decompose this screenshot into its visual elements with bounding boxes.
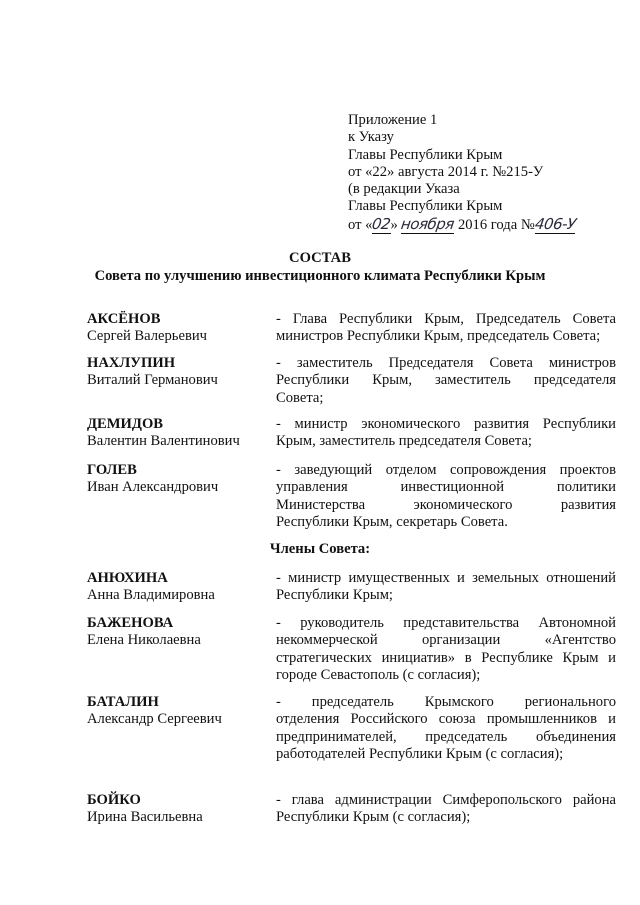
person-last-name: ДЕМИДОВ [87, 416, 164, 432]
role-line: - председатель Крымского регионального [276, 694, 616, 710]
role-line: управления инвестиционной политики [276, 479, 616, 496]
person-first-name: Сергей Валерьевич [87, 328, 207, 345]
person-role [276, 355, 616, 407]
annex-line: к Указу [348, 129, 394, 146]
person-name [87, 694, 272, 729]
role-line: городе Севастополь (с согласия); [276, 666, 481, 683]
document-title: СОСТАВ [289, 250, 351, 266]
role-line: Республики Крым, заместитель председателя [276, 372, 616, 389]
role-line: Крым, заместитель председателя Совета; [276, 433, 532, 450]
role-line: - министр имущественных и земельных отношений [276, 570, 616, 586]
role-line: министров Республики Крым, председатель Совета; [276, 328, 601, 345]
person-name [87, 355, 272, 390]
person-role [276, 570, 616, 605]
person-name [87, 792, 272, 827]
person-last-name: БАЖЕНОВА [87, 615, 174, 631]
person-first-name: Иван Александрович [87, 479, 219, 496]
person-last-name: НАХЛУПИН [87, 355, 176, 371]
role-line: - министр экономического развития Республики [276, 416, 616, 432]
handwritten-number: 406-У [533, 214, 577, 233]
annex-year: 2016 года № [454, 216, 535, 233]
annex-revision-line [348, 216, 628, 234]
role-line: Республики Крым, секретарь Совета. [276, 513, 508, 530]
role-line: - Глава Республики Крым, Председатель Совета [276, 311, 616, 327]
person-last-name: АНЮХИНА [87, 570, 168, 586]
person-first-name: Анна Владимировна [87, 587, 215, 604]
members-heading: Члены Совета: [269, 541, 371, 557]
role-line: - руководитель представительства Автономной [276, 615, 616, 631]
annex-line: (в редакции Указа [348, 181, 460, 198]
handwritten-month: ноября [400, 214, 456, 233]
person-last-name: ГОЛЕВ [87, 462, 137, 478]
handwritten-day: 02 [371, 214, 392, 233]
annex-block [348, 112, 628, 234]
role-line: - глава администрации Симферопольского района [276, 792, 616, 808]
person-name [87, 570, 272, 605]
role-line: работодателей Республики Крым (с согласия); [276, 745, 564, 762]
person-first-name: Валентин Валентинович [87, 433, 240, 450]
person-role [276, 416, 616, 451]
person-first-name: Елена Николаевна [87, 632, 201, 649]
person-role [276, 615, 616, 684]
person-first-name: Александр Сергеевич [87, 711, 222, 728]
role-line: Республики Крым (с согласия); [276, 809, 471, 826]
person-last-name: АКСЁНОВ [87, 311, 161, 327]
annex-line: от «22» августа 2014 г. №215-У [348, 163, 544, 180]
role-line: предпринимателей, председатель объединения [276, 728, 616, 745]
person-name [87, 416, 272, 451]
person-role [276, 311, 616, 346]
person-name [87, 311, 272, 346]
person-role [276, 792, 616, 827]
person-role [276, 462, 616, 531]
role-line: Совета; [276, 389, 324, 406]
person-last-name: БАТАЛИН [87, 694, 159, 710]
role-line: некоммерческой организации «Агентство [276, 632, 616, 649]
role-line: - заведующий отделом сопровождения проектов [276, 462, 616, 478]
role-line: стратегических инициатив» в Республике Крым и [276, 649, 616, 666]
person-first-name: Виталий Германович [87, 372, 218, 389]
person-last-name: БОЙКО [87, 792, 141, 808]
document-subtitle: Совета по улучшению инвестиционного климата Республики Крым [94, 268, 546, 284]
role-line: Республики Крым; [276, 587, 393, 604]
annex-mid: » [390, 216, 402, 233]
role-line: Министерства экономического развития [276, 496, 616, 513]
role-line: - заместитель Председателя Совета министров [276, 355, 616, 371]
annex-line: Приложение 1 [348, 112, 438, 128]
person-name [87, 462, 272, 497]
person-name [87, 615, 272, 650]
annex-prefix: от « [348, 216, 373, 233]
annex-line: Главы Республики Крым [348, 146, 503, 163]
person-first-name: Ирина Васильевна [87, 809, 203, 826]
role-line: отделения Российского союза промышленников и [276, 711, 616, 728]
annex-line: Главы Республики Крым [348, 198, 503, 215]
person-role [276, 694, 616, 763]
